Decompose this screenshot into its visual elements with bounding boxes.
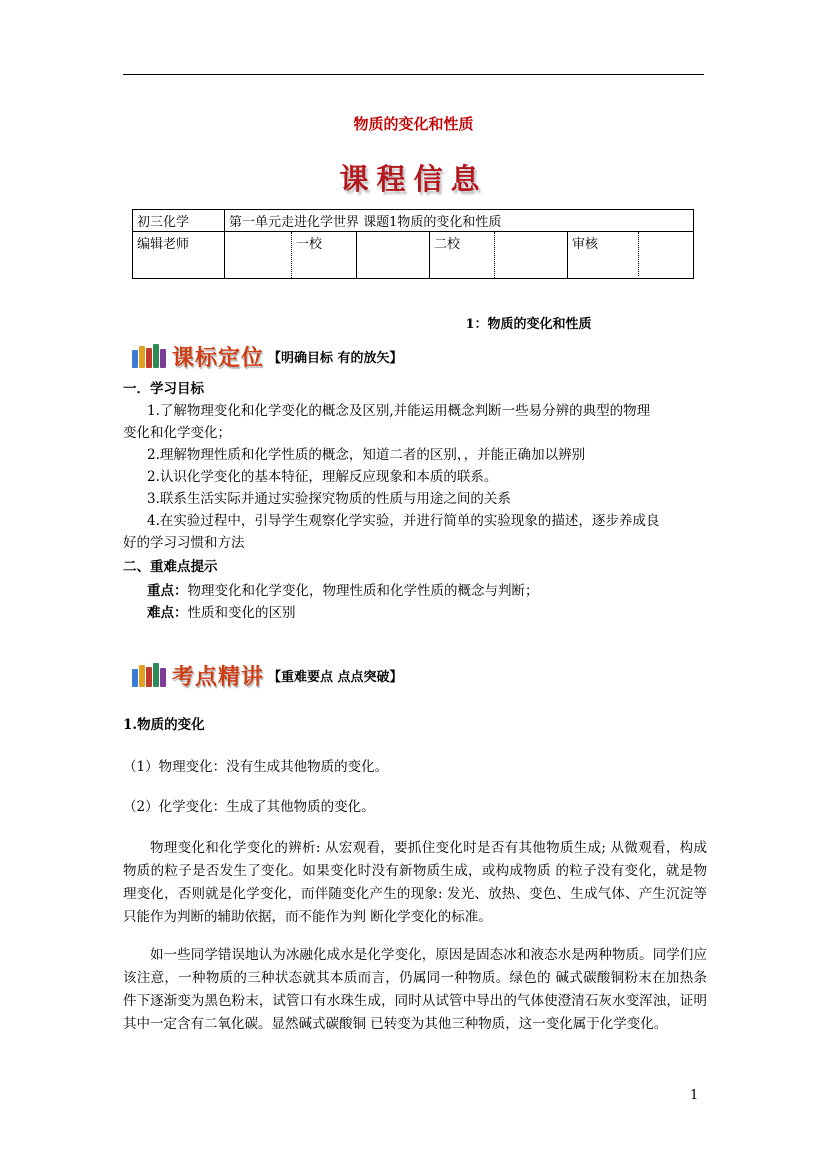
course-info-banner: 课程信息 bbox=[339, 162, 488, 196]
difficulty-text: 性质和变化的区别 bbox=[187, 605, 296, 621]
grade-cell: 初三化学 bbox=[133, 210, 225, 232]
course-info-table bbox=[132, 209, 694, 279]
school2-label-cell: 二校 bbox=[430, 232, 495, 279]
chemical-change-definition: （2）化学变化：生成了其他物质的变化。 bbox=[123, 799, 375, 815]
section-subheading: 【明确目标 有的放矢】 bbox=[268, 350, 403, 366]
review-value bbox=[639, 232, 693, 276]
goal-line: 2.理解物理性质和化学性质的概念，知道二者的区别，，并能正确加以辨别 bbox=[147, 447, 586, 463]
goal-line: 1.了解物理变化和化学变化的概念及区别,并能运用概念判断一些易分辨的典型的物理 bbox=[147, 403, 651, 419]
section-banner-objectives bbox=[132, 342, 403, 370]
goal-line: 变化和化学变化； bbox=[123, 425, 231, 441]
goal-line: 4.在实验过程中，引导学生观察化学实验，并进行简单的实验现象的描述，逐步养成良 bbox=[147, 513, 660, 529]
difficulty-line bbox=[123, 602, 707, 624]
books-icon bbox=[132, 663, 166, 687]
lesson-title: 1：物质的变化和性质 bbox=[465, 317, 592, 332]
section-heading: 课标定位 bbox=[172, 345, 265, 371]
header-rule bbox=[123, 74, 704, 75]
unit-cell: 第一单元走进化学世界 课题1物质的变化和性质 bbox=[225, 210, 694, 232]
editor-label-cell: 编辑老师 bbox=[133, 232, 225, 279]
school2-value-cell bbox=[495, 232, 568, 279]
key-point-line bbox=[123, 580, 707, 602]
goal-line: 2.认识化学变化的基本特征，理解反应现象和本质的联系。 bbox=[147, 469, 498, 485]
review-label: 审核 bbox=[568, 232, 639, 276]
topic-title: 1.物质的变化 bbox=[123, 717, 205, 733]
section-subheading: 【重难要点 点点突破】 bbox=[268, 669, 403, 685]
goal-line: 3.联系生活实际并通过实验探究物质的性质与用途之间的关系 bbox=[147, 491, 511, 507]
difficulty-label: 难点： bbox=[147, 605, 188, 621]
key-label: 重点： bbox=[147, 583, 188, 599]
editor-value-cell bbox=[225, 232, 292, 279]
review-cell bbox=[568, 232, 694, 279]
goal-line: 好的学习习惯和方法 bbox=[123, 535, 245, 551]
section-banner-key-points bbox=[132, 661, 403, 689]
section-heading: 考点精讲 bbox=[172, 664, 265, 690]
example-paragraph: 如一些同学错误地认为冰融化成水是化学变化，原因是固态冰和液态水是两种物质。同学们应该注意，一种物质的三种状态就其本质而言，仍属同一种物质。绿色的 碱式碳酸铜粉末在加热条件下逐渐变为黑色粉末，试管口有水珠生成，同时从试管中导出的气体使澄清石灰水变浑浊，证明其中一定含有二氧化碳。显然碱式碳酸铜 已转变为其他三种物质，这一变化属于化学变化。 bbox=[123, 947, 707, 1032]
school1-value-cell bbox=[357, 232, 430, 279]
goals-title: 一．学习目标 bbox=[123, 381, 204, 397]
page-number: 1 bbox=[690, 1088, 699, 1103]
school1-label-cell: 一校 bbox=[292, 232, 357, 279]
key-points-title: 二、重难点提示 bbox=[123, 559, 218, 575]
document-title: 物质的变化和性质 bbox=[353, 115, 474, 133]
books-icon bbox=[132, 344, 166, 368]
explanation-paragraph: 物理变化和化学变化的辨析: 从宏观看，要抓住变化时是否有其他物质生成; 从微观看，构成物质的粒子是否发生了变化。如果变化时没有新物质生成，或构成物质 的粒子没有变化，就是物理变化，否则就是化学变化，而伴随变化产生的现象: 发光、放热、变色、生成气体、产生沉淀等只能作为判断的辅助依据，而不能作为判 断化学变化的标准。 bbox=[123, 840, 707, 925]
physical-change-definition: （1）物理变化：没有生成其他物质的变化。 bbox=[123, 759, 389, 775]
key-text: 物理变化和化学变化，物理性质和化学性质的概念与判断； bbox=[187, 583, 539, 599]
